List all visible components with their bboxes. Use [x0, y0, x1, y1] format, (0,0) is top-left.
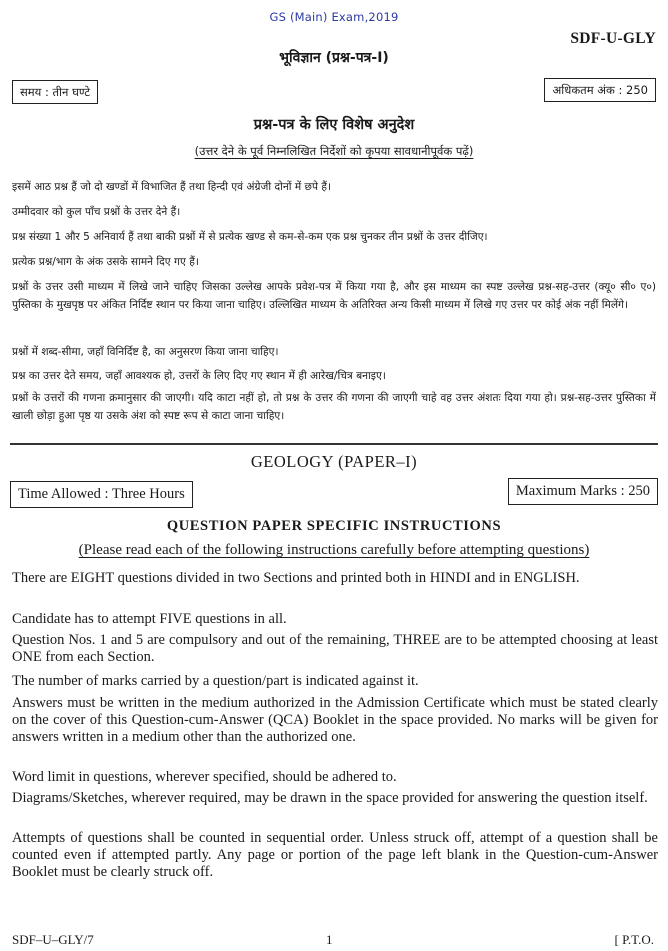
hindi-marks-box: अधिकतम अंक : 250	[544, 78, 656, 102]
english-instruction-8: Attempts of questions shall be counted in sequential order. Unless struck off, attempt of a question shall be counted even if attempted partly. Any page or portion of the page left blank in the Question-cum-Answer Booklet must be clearly struck off.	[12, 830, 658, 880]
hindi-instruction-4: प्रत्येक प्रश्न/भाग के अंक उसके सामने दिए गए हैं।	[12, 256, 199, 268]
english-time-box: Time Allowed : Three Hours	[10, 481, 193, 508]
english-instructions-subheading: (Please read each of the following instructions carefully before attempting questions)	[78, 542, 590, 558]
hindi-instruction-7: प्रश्न का उत्तर देते समय, जहाँ आवश्यक हो, उत्तरों के लिए दिए गए स्थान में ही आरेख/चित्र बनाइए।	[12, 370, 386, 382]
english-paper-title: GEOLOGY (PAPER–I)	[250, 452, 418, 471]
hindi-instruction-6: प्रश्नों में शब्द-सीमा, जहाँ विनिर्दिष्ट है, का अनुसरण किया जाना चाहिए।	[12, 346, 279, 358]
english-instruction-7: Diagrams/Sketches, wherever required, may be drawn in the space provided for answering the question itself.	[12, 790, 648, 806]
english-instruction-6: Word limit in questions, wherever specified, should be adhered to.	[12, 769, 397, 785]
hindi-instruction-1: इसमें आठ प्रश्न हैं जो दो खण्डों में विभाजित हैं तथा हिन्दी एवं अंग्रेजी दोनों में छपे हैं।	[12, 181, 331, 193]
pto-label: [ P.T.O.	[614, 932, 654, 947]
section-divider	[10, 443, 658, 445]
hindi-instruction-2: उम्मीदवार को कुल पाँच प्रश्नों के उत्तर देने हैं।	[12, 206, 181, 218]
hindi-instruction-3: प्रश्न संख्या 1 और 5 अनिवार्य हैं तथा बाकी प्रश्नों में से प्रत्येक खण्ड से कम-से-कम एक प्रश्न चुनकर तीन प्रश्नों के उत्तर दीजिए।	[12, 231, 488, 243]
hindi-instructions-subheading: (उत्तर देने के पूर्व निम्नलिखित निर्देशों को कृपया सावधानीपूर्वक पढ़ें)	[194, 144, 474, 158]
english-instruction-4: The number of marks carried by a question/part is indicated against it.	[12, 673, 419, 689]
english-marks-box: Maximum Marks : 250	[508, 478, 658, 505]
hindi-time-box: समय : तीन घण्टे	[12, 80, 98, 104]
footer-paper-code: SDF–U–GLY/7	[12, 932, 94, 947]
english-instruction-1: There are EIGHT questions divided in two Sections and printed both in HINDI and in ENGLISH.	[12, 570, 580, 586]
paper-code: SDF-U-GLY	[570, 30, 656, 47]
page-number: 1	[326, 932, 333, 947]
english-instruction-3: Question Nos. 1 and 5 are compulsory and out of the remaining, THREE are to be attempted choosing at least ONE from each Section.	[12, 632, 658, 665]
hindi-paper-title: भूविज्ञान (प्रश्न-पत्र-I)	[279, 50, 389, 66]
hindi-instruction-8: प्रश्नों के उत्तरों की गणना क्रमानुसार की जाएगी। यदि काटा नहीं हो, तो प्रश्न के उत्तर की गणना की जाएगी चाहे वह उत्तर अंशतः दिया गया हो। प्रश्न-सह-उत्तर पुस्तिका में खाली छोड़ा हुआ पृष्ठ या उसके अंश को स्पष्ट रूप से काटा जाना चाहिए।	[12, 392, 656, 422]
exam-watermark: GS (Main) Exam,2019	[269, 10, 399, 24]
english-instruction-5: Answers must be written in the medium authorized in the Admission Certificate which must be stated clearly on the cover of this Question-cum-Answer (QCA) Booklet in the space provided. No marks will be given for answers written in a medium other than the authorized one.	[12, 695, 658, 745]
english-instruction-2: Candidate has to attempt FIVE questions in all.	[12, 611, 287, 627]
hindi-instructions-heading: प्रश्न-पत्र के लिए विशेष अनुदेश	[253, 117, 415, 133]
hindi-instruction-5: प्रश्नों के उत्तर उसी माध्यम में लिखे जाने चाहिए जिसका उल्लेख आपके प्रवेश-पत्र में किया गया है, और इस माध्यम का स्पष्ट उल्लेख प्रश्न-सह-उत्तर (क्यू० सी० ए०) पुस्तिका के मुखपृष्ठ पर अंकित निर्दिष्ट स्थान पर किया जाना चाहिए। उल्लिखित माध्यम के अतिरिक्त अन्य किसी माध्यम में लिखे गए उत्तर पर कोई अंक नहीं मिलेंगे।	[12, 281, 656, 311]
english-instructions-heading: QUESTION PAPER SPECIFIC INSTRUCTIONS	[166, 518, 502, 534]
